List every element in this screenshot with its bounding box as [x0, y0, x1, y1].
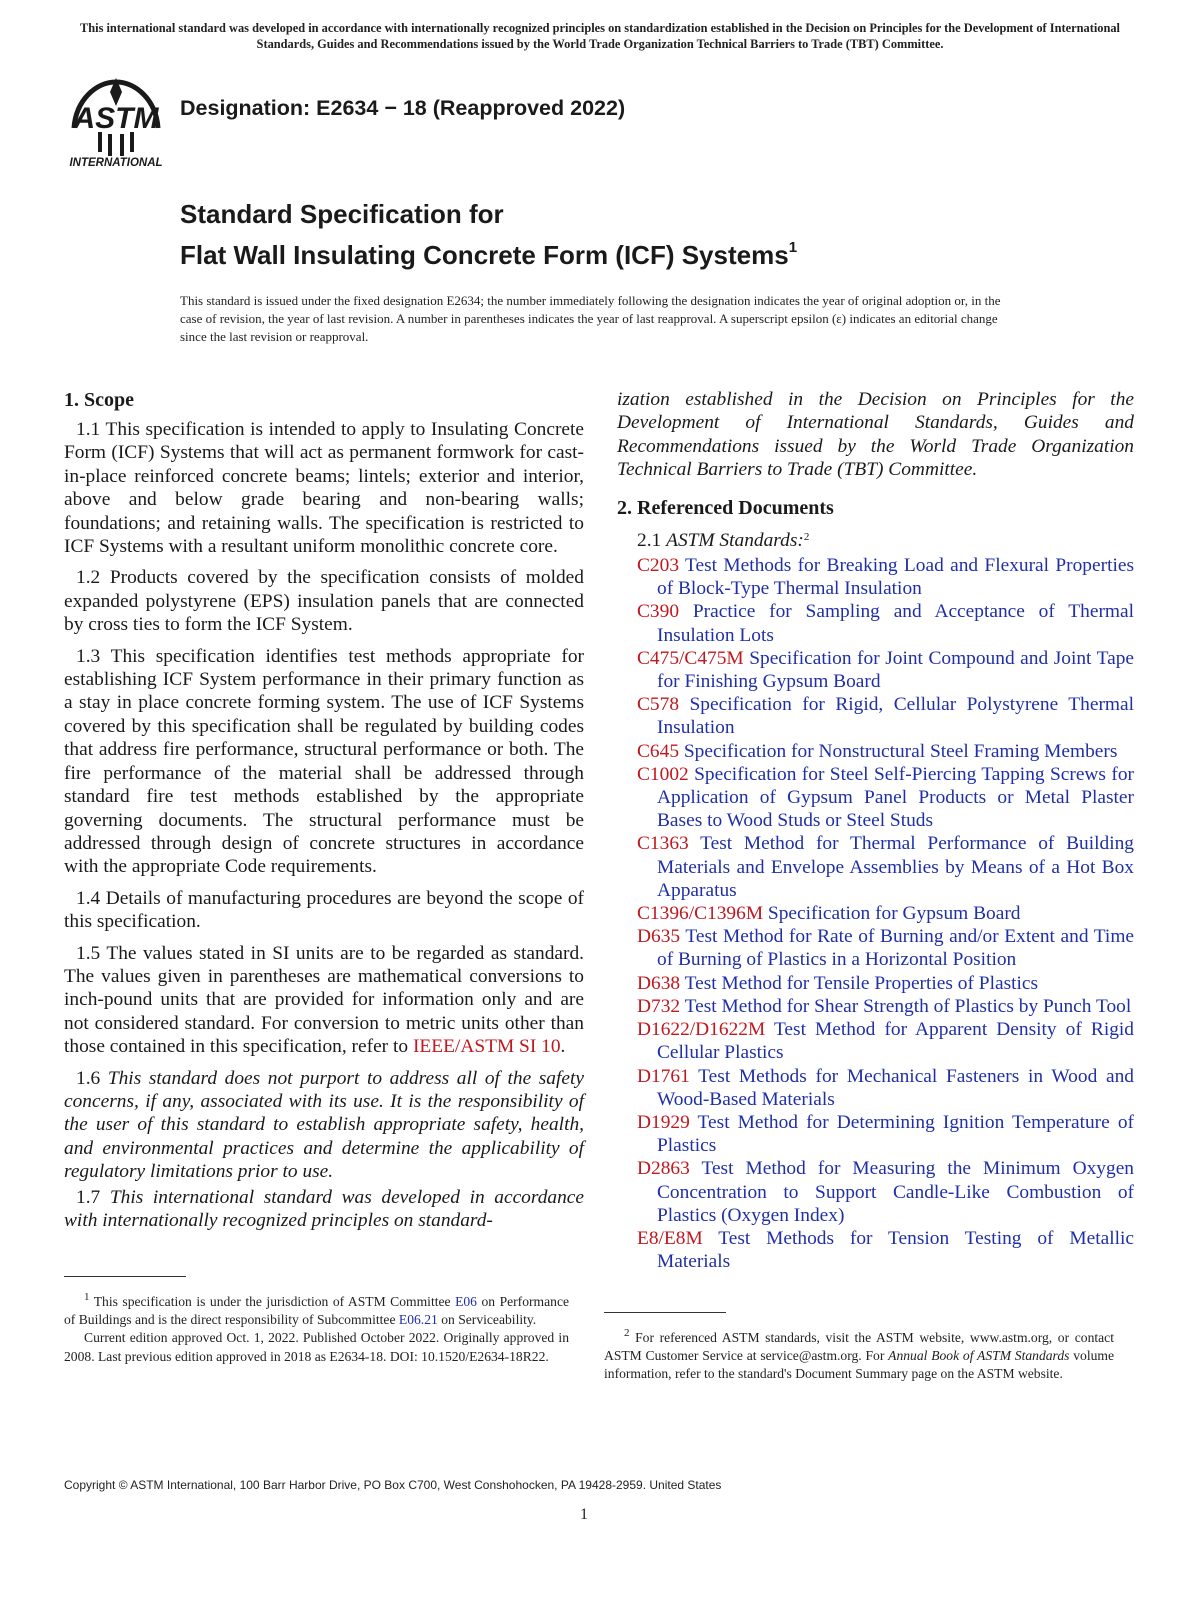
issued-note: This standard is issued under the fixed designation E2634; the number immediately following the designation indicates the year of original adoption or, in the case of revision, the year of last revision. A number in parentheses indicates the year of last reapproval. A superscript epsilon (ε) indicates an editorial change since the last revision or reapproval. [180, 293, 1001, 344]
paragraph-text: This specification is intended to apply to Insulating Concrete Form (ICF) Systems that will act as permanent formwork for cast-in-place reinforced concrete beams; lintels; exterior and interior, above and below grade bearing and non-bearing walls; foundations; and retaining walls. The specification is restricted to ICF Systems with a resultant uniform monolithic concrete core. [64, 419, 584, 558]
footnote-1-part-a: This specification is under the jurisdiction of ASTM Committee [93, 1294, 451, 1309]
reference-code[interactable]: E8/E8M [637, 1227, 703, 1249]
paragraph-number: 1.4 [76, 887, 101, 909]
reference-title[interactable]: Test Method for Shear Strength of Plastics by Punch Tool [684, 995, 1132, 1017]
reference-code[interactable]: C475/C475M [637, 647, 744, 669]
reference-title[interactable]: Test Method for Thermal Performance of Building Materials and Envelope Assemblies by Means of a Hot Box Apparatus [657, 833, 1134, 901]
section-2-heading: 2. Referenced Documents [617, 496, 834, 519]
reference-item[interactable] [637, 763, 1134, 833]
subcommittee-link[interactable]: E06.21 [398, 1312, 438, 1328]
reference-code[interactable]: C203 [637, 555, 680, 577]
footnote-2-italic: Annual Book of ASTM Standards [888, 1348, 1070, 1364]
footnote-2-mark[interactable]: 2 [803, 530, 810, 543]
committee-link[interactable]: E06 [455, 1294, 477, 1309]
paragraph-end: . [560, 1036, 566, 1058]
reference-title[interactable]: Specification for Gypsum Board [767, 903, 1021, 925]
footnote-1-mark: 1 [84, 1291, 90, 1303]
reference-item[interactable] [637, 1111, 1134, 1157]
logo-text: ASTM [73, 102, 159, 135]
paragraph-text-part-1: This international standard was developed in accordance with internationally recognized principles on standard- [64, 1186, 584, 1231]
footnote-rule-right [604, 1312, 726, 1313]
reference-code[interactable]: C1363 [637, 833, 689, 855]
reference-item[interactable] [637, 995, 1134, 1018]
reference-code[interactable]: D635 [637, 926, 681, 948]
title-line-2 [180, 231, 797, 272]
reference-code[interactable]: D1929 [637, 1111, 690, 1133]
reference-code[interactable]: D1622/D1622M [637, 1019, 766, 1041]
reference-item[interactable] [637, 693, 1134, 739]
paragraph-number: 1.1 [76, 419, 101, 440]
reference-title[interactable]: Test Method for Determining Ignition Temperature of Plastics [657, 1111, 1134, 1157]
paragraph-number: 1.5 [76, 942, 101, 964]
page-number: 1 [580, 1506, 588, 1523]
reference-code[interactable]: C578 [637, 694, 680, 716]
paragraph-text: The values stated in SI units are to be regarded as standard. The values given in parentheses are mathematical conversions to inch-pound units that are provided for information only and are not considered standard. For conversion to metric units other than those contained in this specification, refer to [64, 942, 585, 1058]
reference-item[interactable] [637, 925, 1134, 971]
reference-item[interactable] [637, 600, 1134, 646]
top-notice: This international standard was developed in accordance with internationally recognized principles on standardization established in the Decision on Principles for the Development of International Standards, Guides and Recommendations issued by the World Trade Organization Technical Barriers to Trade (TBT) Committee. [79, 21, 1121, 51]
paragraph-text: This standard does not purport to address all of the safety concerns, if any, associated with its use. It is the responsibility of the user of this standard to establish appropriate safety, health, and environmental practices and determine the applicability of regulatory limitations prior to use. [64, 1067, 584, 1183]
right-column [617, 388, 1134, 1273]
reference-title[interactable]: Specification for Joint Compound and Joint Tape for Finishing Gypsum Board [657, 647, 1134, 693]
logo-subtext: INTERNATIONAL [69, 157, 163, 168]
reference-title[interactable]: Test Method for Measuring the Minimum Oxygen Concentration to Support Candle-Like Combustion of Plastics (Oxygen Index) [657, 1158, 1134, 1226]
footnote-1 [64, 1288, 569, 1366]
reference-item[interactable] [637, 1227, 1134, 1273]
title-line-2-text: Flat Wall Insulating Concrete Form (ICF) Systems [180, 240, 789, 270]
reference-title[interactable]: Test Methods for Mechanical Fasteners in Wood and Wood-Based Materials [657, 1065, 1134, 1110]
paragraph-number: 1.2 [76, 567, 101, 589]
footnote-1-edition: Current edition approved Oct. 1, 2022. Published October 2022. Originally approved in 2008. Last previous edition approved in 2018 as E2634-18. DOI: 10.1520/E2634-18R22. [64, 1330, 569, 1364]
paragraph-number: 1.7 [76, 1186, 101, 1208]
subsection-title: ASTM Standards: [666, 529, 804, 551]
reference-title[interactable]: Test Method for Apparent Density of Rigid Cellular Plastics [657, 1019, 1134, 1064]
footnote-2-part-a: For referenced ASTM standards, visit the ASTM website, www.astm.org, or contact ASTM Customer Service at service@astm.org. For [604, 1330, 1114, 1364]
left-column [64, 388, 584, 1240]
paragraph-1-4 [64, 887, 584, 934]
reference-code[interactable]: D732 [637, 995, 681, 1017]
reference-item[interactable] [637, 1157, 1134, 1227]
astm-logo [64, 72, 168, 168]
reference-title[interactable]: Specification for Rigid, Cellular Polystyrene Thermal Insulation [657, 694, 1134, 739]
paragraph-1-7-start [64, 1186, 584, 1233]
footnote-1-text [64, 1288, 569, 1329]
footnote-2-text [604, 1324, 1114, 1384]
reference-title[interactable]: Test Method for Tensile Properties of Plastics [684, 972, 1039, 994]
title-line-1: Standard Specification for [180, 199, 504, 229]
paragraph-number: 1.3 [76, 645, 101, 667]
reference-item[interactable] [637, 740, 1134, 763]
subsection-number: 2.1 [637, 529, 662, 551]
reference-title[interactable]: Test Methods for Breaking Load and Flexural Properties of Block-Type Thermal Insulation [657, 555, 1134, 600]
footnote-rule-left [64, 1276, 186, 1277]
reference-item[interactable] [637, 832, 1134, 902]
reference-title[interactable]: Specification for Nonstructural Steel Framing Members [683, 740, 1118, 762]
reference-code[interactable]: C390 [637, 601, 680, 623]
footnote-2-part-b: volume information, refer to the standard's Document Summary page on the ASTM website. [604, 1348, 1115, 1382]
reference-code[interactable]: D2863 [637, 1158, 690, 1180]
reference-list [617, 554, 1134, 1273]
copyright: Copyright © ASTM International, 100 Barr Harbor Drive, PO Box C700, West Conshohocken, PA 19428-2959. United States [64, 1478, 722, 1492]
designation: Designation: E2634 − 18 (Reapproved 2022) [180, 96, 626, 120]
paragraph-1-1 [64, 418, 584, 558]
paragraph-text: This specification identifies test methods appropriate for establishing ICF System performance in their primary function as a stay in place concrete forming system. The use of ICF Systems covered by this specification shall be regulated by building codes that address fire performance, structural performance or both. The fire performance of the material shall be addressed through standard fire test methods established by the appropriate governing documents. The structural performance must be addressed through design of concrete structures in accordance with the appropriate Code requirements. [64, 645, 584, 878]
paragraph-text: Details of manufacturing procedures are beyond the scope of this specification. [64, 887, 585, 933]
footnote-2 [604, 1324, 1114, 1384]
footnote-1-part-b: on Performance of Buildings and is the direct responsibility of Subcommittee [64, 1294, 570, 1328]
paragraph-1-5 [64, 942, 584, 1059]
reference-title[interactable]: Test Method for Rate of Burning and/or Extent and Time of Burning of Plastics in a Horizontal Position [657, 926, 1135, 971]
reference-item[interactable] [637, 647, 1134, 693]
reference-code[interactable]: C1002 [637, 763, 689, 785]
footnote-2-mark-bottom: 2 [624, 1327, 630, 1339]
section-1-heading: 1. Scope [64, 389, 134, 411]
paragraph-1-3 [64, 645, 584, 879]
paragraph-number: 1.6 [76, 1067, 101, 1089]
reference-code[interactable]: C1396/C1396M [637, 903, 764, 925]
paragraph-1-7-continued: ization established in the Decision on Principles for the Development of International Standards, Guides and Recommendations issued by the World Trade Organization Technical Barriers to Trade (TBT) Committee. [617, 389, 1134, 481]
reference-title[interactable]: Test Methods for Tension Testing of Metallic Materials [657, 1227, 1134, 1273]
reference-title[interactable]: Specification for Steel Self-Piercing Tapping Screws for Application of Gypsum Panel Products or Metal Plaster Bases to Wood Studs or Steel Studs [657, 763, 1134, 832]
reference-code[interactable]: D1761 [637, 1065, 690, 1087]
reference-code[interactable]: C645 [637, 740, 680, 762]
si10-link[interactable]: IEEE/ASTM SI 10 [412, 1036, 561, 1058]
reference-item[interactable] [637, 1065, 1134, 1111]
title-footnote-mark[interactable]: 1 [788, 239, 798, 256]
paragraph-1-2 [64, 566, 584, 636]
paragraph-text: Products covered by the specification consists of molded expanded polystyrene (EPS) insulation panels that are connected by cross ties to form the ICF System. [64, 567, 584, 636]
document-title [180, 198, 797, 272]
reference-item[interactable] [637, 554, 1134, 600]
reference-title[interactable]: Practice for Sampling and Acceptance of Thermal Insulation Lots [657, 601, 1134, 646]
reference-item[interactable] [637, 902, 1134, 925]
footnote-1-part-c: on Serviceability. [441, 1312, 537, 1328]
reference-item[interactable] [637, 972, 1134, 995]
reference-code[interactable]: D638 [637, 972, 681, 994]
reference-item[interactable] [637, 1018, 1134, 1064]
subsection-2-1 [637, 526, 1134, 552]
paragraph-1-6 [64, 1067, 584, 1184]
